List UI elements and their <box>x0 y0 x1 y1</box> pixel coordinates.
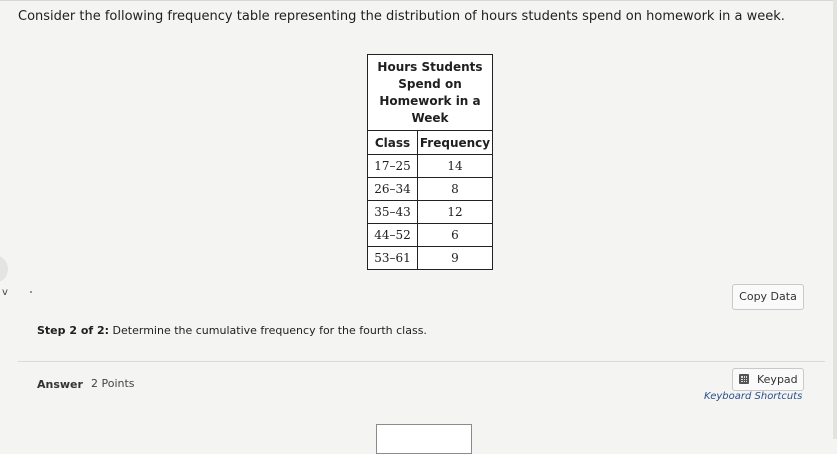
class-cell: 17–25 <box>368 155 418 178</box>
table-row <box>368 155 493 178</box>
frequency-cell: 8 <box>418 178 493 201</box>
step-text: Determine the cumulative frequency for the fourth class. <box>109 324 427 337</box>
separator-dot <box>30 291 32 293</box>
table-row <box>368 247 493 270</box>
table-row <box>368 201 493 224</box>
keypad-button[interactable] <box>732 368 804 391</box>
scrollbar-track[interactable] <box>833 0 837 439</box>
frequency-cell: 9 <box>418 247 493 270</box>
frequency-table <box>367 54 493 270</box>
table-row <box>368 224 493 247</box>
class-cell: 44–52 <box>368 224 418 247</box>
class-cell: 53–61 <box>368 247 418 270</box>
step-number: Step 2 of 2: <box>37 324 110 337</box>
column-header-class: Class <box>368 131 418 155</box>
table-caption-line: Homework in a <box>379 93 481 108</box>
side-panel-tab[interactable] <box>0 255 8 283</box>
top-border <box>0 0 837 1</box>
column-header-frequency: Frequency <box>418 131 493 155</box>
class-cell: 35–43 <box>368 201 418 224</box>
section-divider <box>18 361 825 362</box>
table-caption <box>368 55 493 131</box>
frequency-cell: 6 <box>418 224 493 247</box>
step-instruction <box>37 324 427 337</box>
question-text: Consider the following frequency table representing the distribution of hours students spend on homework in a week. <box>18 9 785 24</box>
table-row <box>368 178 493 201</box>
keypad-icon <box>739 374 749 384</box>
chevron-down-icon[interactable]: v <box>2 287 8 298</box>
table-caption-line: Hours Students <box>377 59 483 74</box>
keypad-label: Keypad <box>757 373 798 386</box>
copy-data-button[interactable]: Copy Data <box>732 284 804 310</box>
table-caption-line: Spend on <box>398 76 462 91</box>
frequency-cell: 12 <box>418 201 493 224</box>
keyboard-shortcuts-link[interactable]: Keyboard Shortcuts <box>704 391 803 402</box>
table-caption-line: Week <box>411 110 449 125</box>
answer-input[interactable] <box>376 424 472 454</box>
points-label: 2 Points <box>91 377 135 390</box>
frequency-cell: 14 <box>418 155 493 178</box>
class-cell: 26–34 <box>368 178 418 201</box>
answer-label: Answer <box>37 378 83 391</box>
